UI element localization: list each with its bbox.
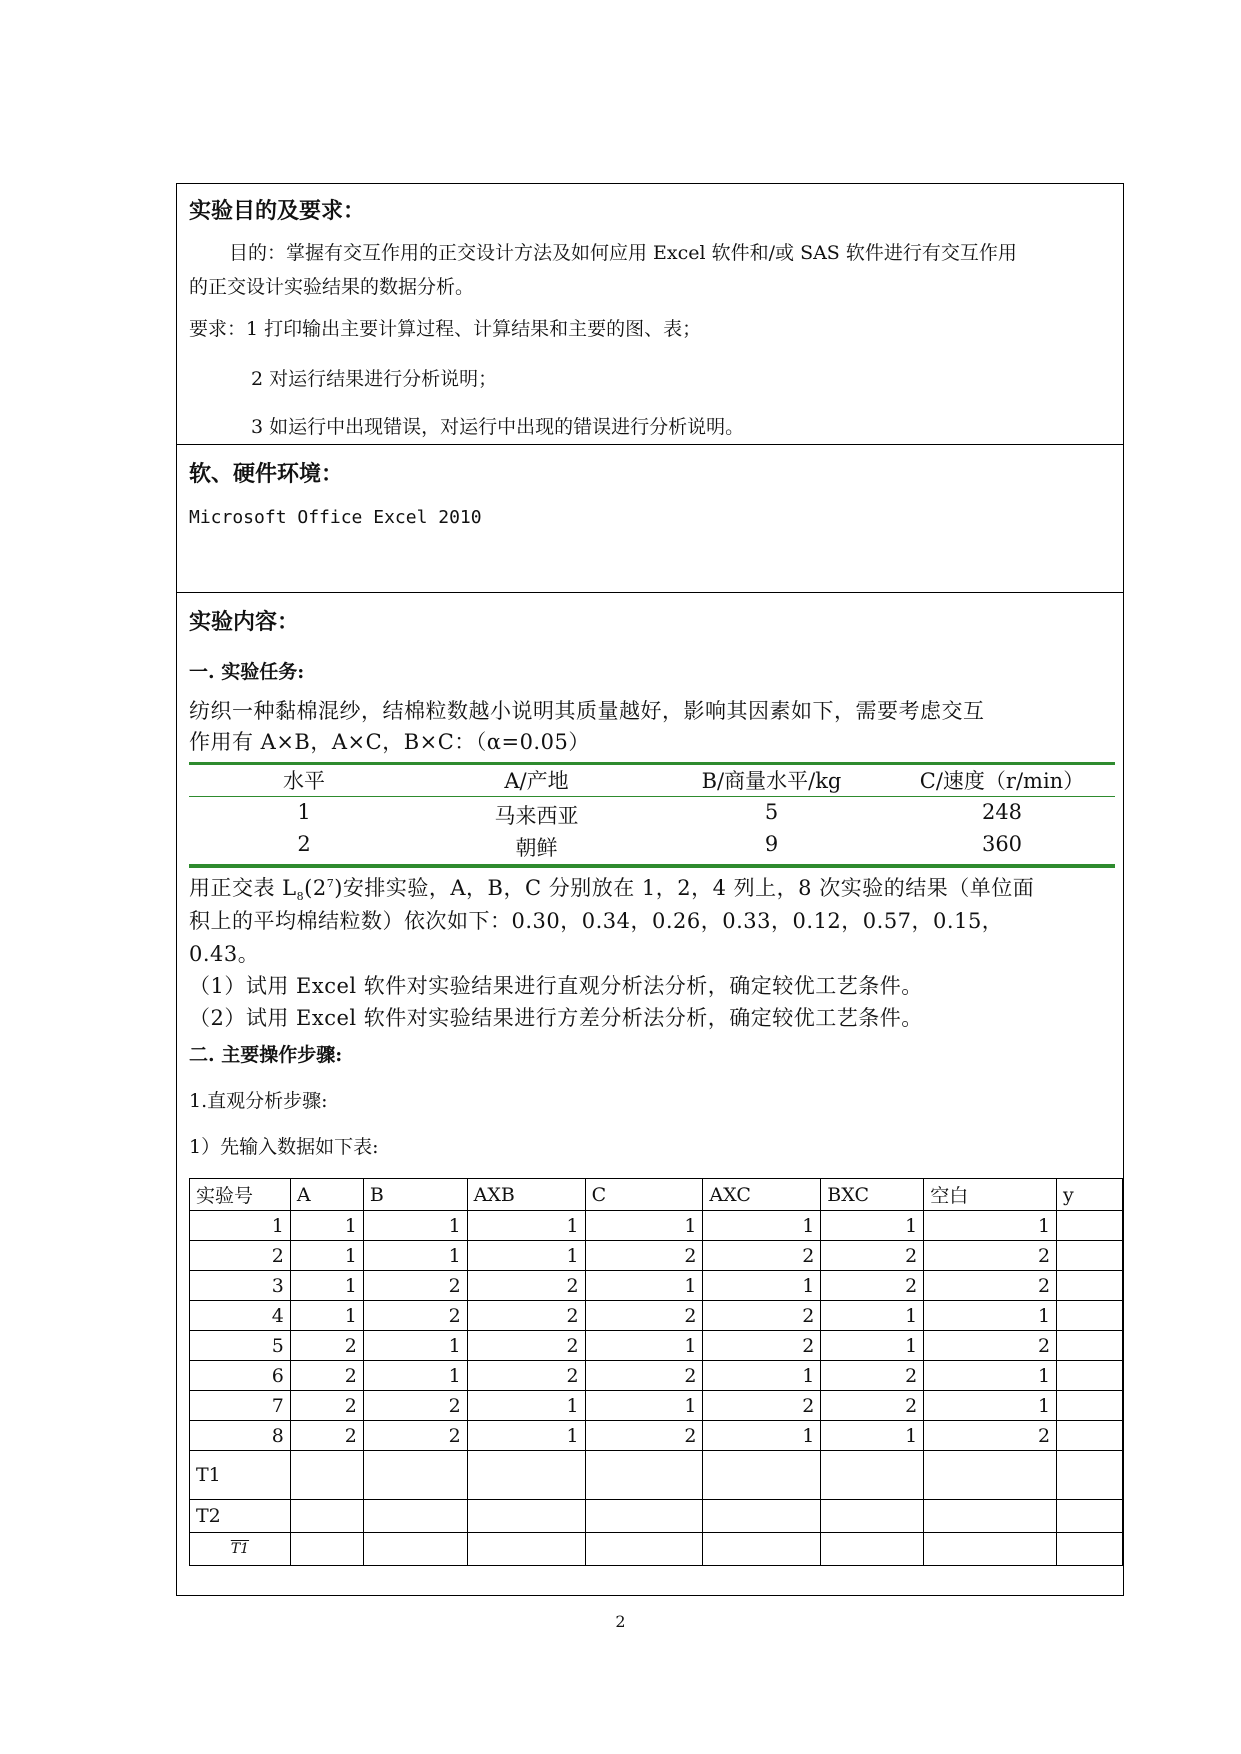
table-cell: 2 xyxy=(363,1301,467,1331)
table-cell: 2 xyxy=(290,1361,363,1391)
table-cell xyxy=(1057,1331,1123,1361)
table-cell: 1 xyxy=(290,1271,363,1301)
levels-header-cell: A/产地 xyxy=(504,769,569,793)
table-cell: 2 xyxy=(924,1331,1057,1361)
table-cell: 1 xyxy=(467,1421,585,1451)
table-cell: 2 xyxy=(703,1241,821,1271)
summary-label: T1 xyxy=(190,1451,291,1500)
table-cell: 6 xyxy=(190,1361,291,1391)
summary-label-mean xyxy=(190,1533,291,1566)
table-cell xyxy=(1057,1421,1123,1451)
table-cell: 2 xyxy=(703,1301,821,1331)
table-cell: 2 xyxy=(585,1421,703,1451)
table-cell: 1 xyxy=(585,1271,703,1301)
environment-section xyxy=(177,445,1123,593)
step-1-1: 1）先输入数据如下表: xyxy=(189,1136,379,1158)
table-row xyxy=(190,1241,1123,1271)
table-cell: 2 xyxy=(467,1271,585,1301)
table-cell: 5 xyxy=(190,1331,291,1361)
levels-header-cell: C/速度（r/min） xyxy=(919,769,1085,793)
orth-subscript: 8 xyxy=(296,890,305,904)
table-cell: 2 xyxy=(703,1331,821,1361)
table-cell xyxy=(363,1500,467,1533)
table-cell: 2 xyxy=(821,1241,924,1271)
table-row xyxy=(190,1331,1123,1361)
software-name: Microsoft Office Excel 2010 xyxy=(189,507,482,528)
task-line-1: 纺织一种黏棉混纱，结棉粒数越小说明其质量越好，影响其因素如下，需要考虑交互 xyxy=(189,699,985,723)
table-row xyxy=(190,1211,1123,1241)
table-cell: 2 xyxy=(585,1241,703,1271)
table-cell xyxy=(290,1533,363,1566)
table-cell: 2 xyxy=(467,1361,585,1391)
table-cell xyxy=(467,1500,585,1533)
summary-row-t1-mean xyxy=(190,1533,1123,1566)
table-cell: 2 xyxy=(467,1331,585,1361)
table-cell: 2 xyxy=(363,1421,467,1451)
table-cell: 2 xyxy=(585,1361,703,1391)
levels-cell: 360 xyxy=(981,832,1023,856)
levels-header-cell: B/商量水平/kg xyxy=(701,769,842,793)
table-cell: 2 xyxy=(467,1301,585,1331)
summary-row-t1 xyxy=(190,1451,1123,1500)
table-cell: 1 xyxy=(190,1211,291,1241)
table-cell: 1 xyxy=(821,1331,924,1361)
table-cell: 2 xyxy=(703,1391,821,1421)
step-1: 1.直观分析步骤: xyxy=(189,1090,328,1112)
requirement-2: 2 对运行结果进行分析说明； xyxy=(251,368,498,390)
table-cell: 2 xyxy=(585,1301,703,1331)
table-cell: 1 xyxy=(290,1301,363,1331)
table-cell xyxy=(1057,1211,1123,1241)
summary-row-t2 xyxy=(190,1500,1123,1533)
table-cell xyxy=(703,1533,821,1566)
table-cell: 8 xyxy=(190,1421,291,1451)
orth-suffix: )安排实验，A，B，C 分别放在 1，2，4 列上，8 次实验的结果（单位面 xyxy=(334,876,1035,900)
header-cell: AXB xyxy=(467,1179,585,1211)
table-cell: 1 xyxy=(585,1211,703,1241)
table-cell: 2 xyxy=(363,1391,467,1421)
table-cell: 1 xyxy=(924,1301,1057,1331)
table-cell: 1 xyxy=(467,1211,585,1241)
header-cell: 实验号 xyxy=(190,1179,291,1211)
header-cell: y xyxy=(1057,1179,1123,1211)
table-cell: 1 xyxy=(363,1241,467,1271)
table-cell: 4 xyxy=(190,1301,291,1331)
table-cell: 1 xyxy=(703,1361,821,1391)
content-heading: 实验内容： xyxy=(189,609,300,635)
table-cell: 2 xyxy=(290,1391,363,1421)
table-cell xyxy=(1057,1500,1123,1533)
table-cell: 2 xyxy=(363,1271,467,1301)
table-cell xyxy=(703,1500,821,1533)
header-cell: 空白 xyxy=(924,1179,1057,1211)
table-row xyxy=(190,1361,1123,1391)
table-cell xyxy=(363,1533,467,1566)
table-cell xyxy=(924,1533,1057,1566)
table-cell xyxy=(1057,1533,1123,1566)
table-cell: 1 xyxy=(363,1211,467,1241)
table-cell xyxy=(585,1500,703,1533)
table-cell: 1 xyxy=(363,1331,467,1361)
levels-cell: 9 xyxy=(764,832,779,856)
table-cell: 1 xyxy=(924,1391,1057,1421)
orthogonal-line-1 xyxy=(189,872,1034,903)
levels-cell: 2 xyxy=(297,832,311,856)
orth-mid: (2 xyxy=(304,876,327,900)
purpose-section xyxy=(177,184,1123,445)
table-cell: 2 xyxy=(821,1361,924,1391)
levels-cell: 1 xyxy=(297,800,311,824)
table-cell: 1 xyxy=(290,1211,363,1241)
table-cell xyxy=(585,1533,703,1566)
question-2: （2）试用 Excel 软件对实验结果进行方差分析法分析，确定较优工艺条件。 xyxy=(189,1006,923,1030)
header-cell: A xyxy=(290,1179,363,1211)
table-cell: 2 xyxy=(821,1271,924,1301)
table-cell xyxy=(290,1500,363,1533)
table-cell: 1 xyxy=(585,1331,703,1361)
table-cell: 1 xyxy=(703,1211,821,1241)
report-frame xyxy=(176,183,1124,1596)
header-cell: C xyxy=(585,1179,703,1211)
table-cell xyxy=(821,1533,924,1566)
purpose-line-1: 目的：掌握有交互作用的正交设计方法及如何应用 Excel 软件和/或 SAS 软件进行有交互作用 xyxy=(229,242,1017,264)
table-cell: 2 xyxy=(290,1331,363,1361)
orth-prefix: 用正交表 L xyxy=(189,876,297,900)
table-cell xyxy=(821,1500,924,1533)
orth-superscript: 7 xyxy=(326,877,335,890)
table-header-rule xyxy=(189,796,1115,797)
table-cell: 1 xyxy=(924,1211,1057,1241)
table-cell: 2 xyxy=(924,1241,1057,1271)
table-row xyxy=(190,1391,1123,1421)
table-cell xyxy=(1057,1241,1123,1271)
levels-cell: 248 xyxy=(981,800,1023,824)
table-cell xyxy=(363,1451,467,1500)
environment-heading: 软、硬件环境： xyxy=(189,461,344,487)
table-cell: 2 xyxy=(924,1421,1057,1451)
table-cell: 3 xyxy=(190,1271,291,1301)
table-cell: 1 xyxy=(467,1241,585,1271)
table-cell xyxy=(924,1451,1057,1500)
table-cell: 1 xyxy=(924,1361,1057,1391)
table-cell: 2 xyxy=(821,1391,924,1421)
table-cell: 1 xyxy=(290,1241,363,1271)
table-cell: 1 xyxy=(821,1211,924,1241)
requirement-1: 要求：1 打印输出主要计算过程、计算结果和主要的图、表； xyxy=(189,318,702,340)
table-cell: 2 xyxy=(190,1241,291,1271)
table-cell xyxy=(467,1533,585,1566)
table-bottom-rule xyxy=(189,864,1115,868)
page-number: 2 xyxy=(615,1612,626,1631)
steps-heading: 二. 主要操作步骤: xyxy=(189,1044,343,1066)
table-cell xyxy=(585,1451,703,1500)
table-cell xyxy=(467,1451,585,1500)
results-line-3: 0.43。 xyxy=(189,942,260,966)
table-cell: 2 xyxy=(924,1271,1057,1301)
header-cell: BXC xyxy=(821,1179,924,1211)
summary-label: T2 xyxy=(190,1500,291,1533)
table-cell: 1 xyxy=(363,1361,467,1391)
levels-header-cell: 水平 xyxy=(283,769,325,793)
table-cell: 1 xyxy=(703,1421,821,1451)
table-cell: 2 xyxy=(290,1421,363,1451)
task-line-2: 作用有 A×B，A×C，B×C：（α=0.05） xyxy=(189,730,590,754)
table-cell xyxy=(924,1500,1057,1533)
table-header-row xyxy=(190,1179,1123,1211)
table-row xyxy=(190,1301,1123,1331)
table-row xyxy=(190,1421,1123,1451)
table-cell: 1 xyxy=(821,1421,924,1451)
table-row xyxy=(190,1271,1123,1301)
results-line-2: 积上的平均棉结粒数）依次如下：0.30，0.34，0.26，0.33，0.12，0.57，0.15， xyxy=(189,909,1004,933)
table-cell: 1 xyxy=(821,1301,924,1331)
table-cell xyxy=(1057,1301,1123,1331)
header-cell: AXC xyxy=(703,1179,821,1211)
table-cell xyxy=(1057,1391,1123,1421)
header-cell: B xyxy=(363,1179,467,1211)
task-heading: 一. 实验任务: xyxy=(189,661,305,683)
requirement-3: 3 如运行中出现错误，对运行中出现的错误进行分析说明。 xyxy=(251,416,745,438)
table-cell: 1 xyxy=(467,1391,585,1421)
purpose-line-2: 的正交设计实验结果的数据分析。 xyxy=(189,276,475,298)
table-cell xyxy=(1057,1361,1123,1391)
table-cell xyxy=(290,1451,363,1500)
table-cell: 1 xyxy=(585,1391,703,1421)
table-cell xyxy=(1057,1271,1123,1301)
orthogonal-data-table xyxy=(189,1178,1123,1566)
levels-cell: 朝鲜 xyxy=(515,836,558,860)
purpose-heading: 实验目的及要求： xyxy=(189,198,366,224)
levels-cell: 5 xyxy=(764,800,779,824)
t1-bar-label: T1 xyxy=(230,1541,250,1557)
table-cell: 1 xyxy=(703,1271,821,1301)
table-cell xyxy=(703,1451,821,1500)
table-cell xyxy=(1057,1451,1123,1500)
levels-cell: 马来西亚 xyxy=(494,804,579,828)
table-cell xyxy=(821,1451,924,1500)
question-1: （1）试用 Excel 软件对实验结果进行直观分析法分析，确定较优工艺条件。 xyxy=(189,974,923,998)
table-cell: 7 xyxy=(190,1391,291,1421)
